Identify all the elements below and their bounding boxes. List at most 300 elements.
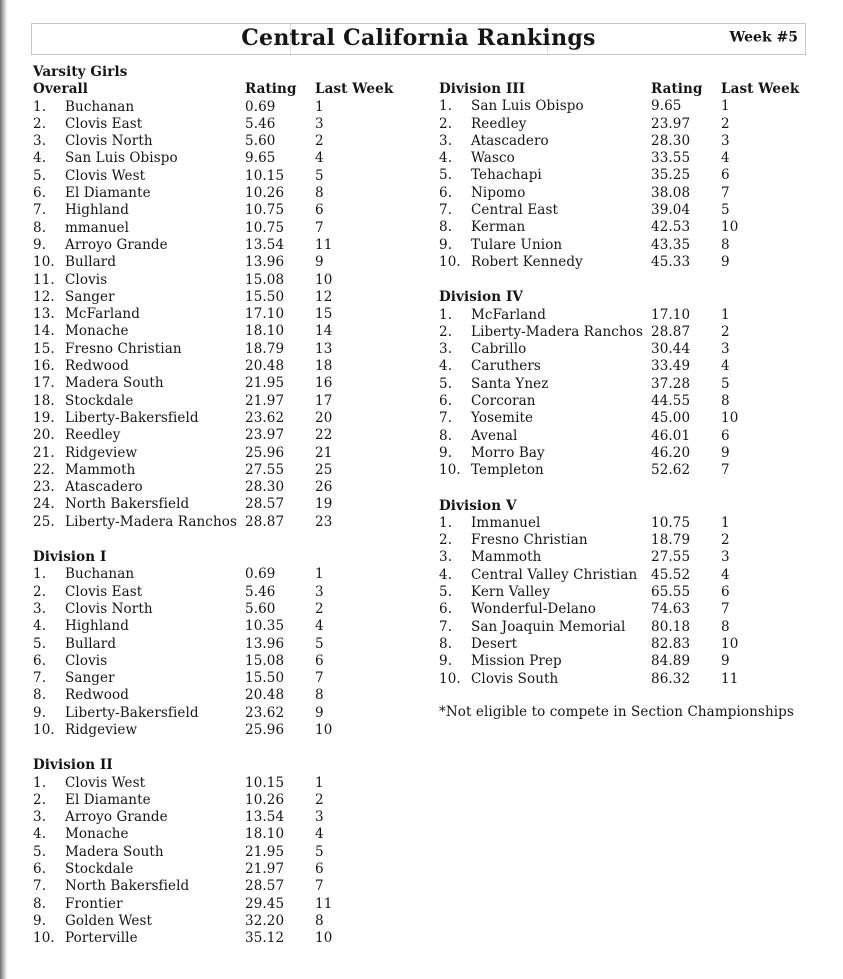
rank-cell: 10. bbox=[33, 721, 55, 738]
rating-cell: 25.96 bbox=[245, 721, 285, 738]
rank-cell: 6. bbox=[439, 393, 453, 410]
rating-cell: 27.55 bbox=[651, 549, 691, 566]
rank-cell: 8. bbox=[33, 895, 47, 912]
right-column-sections bbox=[439, 81, 811, 688]
ranking-row bbox=[439, 133, 811, 150]
rank-cell: 2. bbox=[439, 323, 453, 340]
rank-cell: 22. bbox=[33, 461, 55, 478]
team-cell: Central Valley Christian bbox=[471, 566, 638, 583]
last-week-cell: 4 bbox=[721, 358, 730, 375]
last-week-cell: 6 bbox=[315, 652, 324, 669]
rank-cell: 7. bbox=[439, 410, 453, 427]
last-week-cell: 7 bbox=[721, 462, 730, 479]
team-cell: Santa Ynez bbox=[471, 375, 549, 392]
rank-cell: 1. bbox=[439, 98, 453, 115]
last-week-cell: 10 bbox=[721, 219, 739, 236]
rank-cell: 4. bbox=[33, 826, 47, 843]
rating-cell: 10.15 bbox=[245, 167, 285, 184]
last-week-cell: 19 bbox=[315, 496, 333, 513]
team-cell: Redwood bbox=[65, 687, 129, 704]
rank-cell: 7. bbox=[439, 618, 453, 635]
rank-cell: 20. bbox=[33, 427, 55, 444]
rating-cell: 17.10 bbox=[245, 306, 285, 323]
rating-column-header: Rating bbox=[651, 81, 703, 97]
ranking-row bbox=[33, 99, 405, 116]
rating-cell: 10.75 bbox=[651, 514, 691, 531]
last-week-cell: 3 bbox=[721, 341, 730, 358]
ranking-row bbox=[439, 254, 811, 271]
ranking-row bbox=[439, 445, 811, 462]
rank-cell: 6. bbox=[33, 652, 47, 669]
section-header-row bbox=[439, 81, 811, 98]
ranking-row bbox=[33, 237, 405, 254]
last-week-cell: 9 bbox=[315, 704, 324, 721]
last-week-cell: 11 bbox=[315, 236, 333, 253]
team-cell: Golden West bbox=[65, 912, 153, 929]
rating-cell: 37.28 bbox=[651, 375, 691, 392]
team-cell: Madera South bbox=[65, 375, 164, 392]
ranking-row bbox=[33, 775, 405, 792]
last-week-cell: 10 bbox=[721, 410, 739, 427]
last-week-cell: 25 bbox=[315, 461, 333, 478]
rating-cell: 18.79 bbox=[651, 532, 691, 549]
last-week-cell: 3 bbox=[315, 583, 324, 600]
rating-cell: 28.87 bbox=[245, 513, 285, 530]
team-cell: Clovis East bbox=[65, 115, 143, 132]
rank-cell: 8. bbox=[439, 635, 453, 652]
ranking-row bbox=[439, 532, 811, 549]
ranking-row bbox=[439, 584, 811, 601]
rank-cell: 3. bbox=[33, 600, 47, 617]
last-week-cell: 10 bbox=[721, 635, 739, 652]
team-cell: El Diamante bbox=[65, 185, 151, 202]
rank-cell: 1. bbox=[439, 306, 453, 323]
rating-cell: 28.57 bbox=[245, 496, 285, 513]
ranking-row bbox=[33, 427, 405, 444]
team-cell: Mammoth bbox=[65, 461, 136, 478]
ranking-row bbox=[33, 809, 405, 826]
rating-cell: 27.55 bbox=[245, 461, 285, 478]
rating-cell: 0.69 bbox=[245, 98, 276, 115]
last-week-cell: 15 bbox=[315, 306, 333, 323]
team-cell: Immanuel bbox=[471, 514, 541, 531]
team-cell: Arroyo Grande bbox=[65, 809, 168, 826]
rank-cell: 4. bbox=[439, 358, 453, 375]
rating-cell: 33.49 bbox=[651, 358, 691, 375]
team-cell: Stockdale bbox=[65, 861, 134, 878]
last-week-cell: 9 bbox=[721, 444, 730, 461]
team-cell: Kern Valley bbox=[471, 584, 551, 601]
ranking-row bbox=[33, 584, 405, 601]
team-cell: Bullard bbox=[65, 635, 117, 652]
rating-cell: 33.55 bbox=[651, 150, 691, 167]
rating-cell: 23.97 bbox=[245, 427, 285, 444]
ranking-row bbox=[33, 254, 405, 271]
team-cell: San Luis Obispo bbox=[471, 98, 584, 115]
rank-cell: 8. bbox=[439, 219, 453, 236]
ranking-row bbox=[33, 323, 405, 340]
rating-cell: 44.55 bbox=[651, 393, 691, 410]
team-cell: Liberty-Bakersfield bbox=[65, 704, 199, 721]
rating-cell: 82.83 bbox=[651, 635, 691, 652]
team-cell: Nipomo bbox=[471, 184, 526, 201]
ranking-row bbox=[33, 566, 405, 583]
team-cell: Liberty-Madera Ranchos bbox=[65, 513, 238, 530]
rating-cell: 65.55 bbox=[651, 584, 691, 601]
rating-cell: 10.26 bbox=[245, 185, 285, 202]
rank-cell: 3. bbox=[33, 809, 47, 826]
team-cell: McFarland bbox=[65, 306, 140, 323]
last-week-cell: 9 bbox=[315, 254, 324, 271]
ranking-row bbox=[33, 514, 405, 531]
last-week-cell: 4 bbox=[721, 150, 730, 167]
ranking-row bbox=[439, 653, 811, 670]
ranking-row bbox=[33, 896, 405, 913]
last-week-cell: 4 bbox=[721, 566, 730, 583]
ranking-row bbox=[33, 618, 405, 635]
team-cell: McFarland bbox=[471, 306, 546, 323]
ranking-row bbox=[33, 496, 405, 513]
ranking-row bbox=[439, 219, 811, 236]
rating-cell: 13.54 bbox=[245, 236, 285, 253]
ranking-row bbox=[439, 237, 811, 254]
team-cell: Cabrillo bbox=[471, 341, 527, 358]
team-cell: Stockdale bbox=[65, 392, 134, 409]
last-week-cell: 1 bbox=[721, 514, 730, 531]
section-header-row bbox=[439, 289, 811, 306]
last-week-cell: 13 bbox=[315, 340, 333, 357]
rating-cell: 5.46 bbox=[245, 583, 276, 600]
section-heading: Division III bbox=[439, 81, 526, 97]
team-cell: Robert Kennedy bbox=[471, 253, 583, 270]
rating-cell: 5.46 bbox=[245, 115, 276, 132]
rating-cell: 35.25 bbox=[651, 167, 691, 184]
team-cell: El Diamante bbox=[65, 791, 151, 808]
rank-cell: 1. bbox=[33, 774, 47, 791]
team-cell: Yosemite bbox=[471, 410, 534, 427]
rank-cell: 4. bbox=[33, 618, 47, 635]
rating-cell: 21.97 bbox=[245, 392, 285, 409]
last-week-cell: 2 bbox=[721, 323, 730, 340]
rating-cell: 13.96 bbox=[245, 254, 285, 271]
rank-cell: 2. bbox=[439, 115, 453, 132]
ranking-row bbox=[33, 168, 405, 185]
ranking-row bbox=[439, 167, 811, 184]
ranking-row bbox=[33, 150, 405, 167]
section-header-row bbox=[33, 81, 405, 98]
team-cell: Morro Bay bbox=[471, 444, 545, 461]
rating-column-header bbox=[245, 757, 315, 774]
last-week-column-header: Last Week bbox=[721, 81, 800, 97]
rating-cell: 10.35 bbox=[245, 618, 285, 635]
last-week-cell: 2 bbox=[721, 115, 730, 132]
rating-cell: 28.30 bbox=[651, 132, 691, 149]
rating-cell: 86.32 bbox=[651, 670, 691, 687]
rating-cell: 5.60 bbox=[245, 133, 276, 150]
ranking-row bbox=[33, 913, 405, 930]
rating-cell: 29.45 bbox=[245, 895, 285, 912]
ranking-section bbox=[33, 757, 405, 947]
ranking-row bbox=[33, 445, 405, 462]
ranking-row bbox=[33, 185, 405, 202]
rating-cell: 23.62 bbox=[245, 704, 285, 721]
rating-column-header: Rating bbox=[245, 81, 297, 98]
rating-cell: 28.57 bbox=[245, 878, 285, 895]
rating-cell: 21.95 bbox=[245, 843, 285, 860]
last-week-cell: 8 bbox=[721, 393, 730, 410]
team-cell: Tehachapi bbox=[471, 167, 542, 184]
rating-column-header bbox=[651, 498, 721, 515]
rank-cell: 7. bbox=[33, 202, 47, 219]
rank-cell: 9. bbox=[33, 236, 47, 253]
ranking-row bbox=[439, 671, 811, 688]
team-cell: Clovis East bbox=[65, 583, 143, 600]
rank-cell: 5. bbox=[33, 635, 47, 652]
rank-cell: 9. bbox=[439, 444, 453, 461]
rank-cell: 23. bbox=[33, 479, 55, 496]
last-week-column-header bbox=[315, 549, 405, 566]
rank-cell: 3. bbox=[439, 132, 453, 149]
rating-cell: 45.00 bbox=[651, 410, 691, 427]
ranking-row bbox=[33, 462, 405, 479]
team-cell: Clovis North bbox=[65, 133, 153, 150]
team-cell: Arroyo Grande bbox=[65, 236, 168, 253]
last-week-cell: 2 bbox=[721, 532, 730, 549]
ranking-row bbox=[439, 410, 811, 427]
last-week-cell: 3 bbox=[721, 132, 730, 149]
rank-cell: 11. bbox=[33, 271, 55, 288]
last-week-cell: 6 bbox=[315, 202, 324, 219]
rating-cell: 18.10 bbox=[245, 323, 285, 340]
rank-cell: 10. bbox=[33, 930, 55, 947]
team-cell: Mammoth bbox=[471, 549, 542, 566]
last-week-cell: 10 bbox=[315, 271, 333, 288]
ranking-rows bbox=[33, 99, 405, 531]
rating-cell: 45.52 bbox=[651, 566, 691, 583]
team-cell: Avenal bbox=[471, 427, 518, 444]
ranking-row bbox=[439, 393, 811, 410]
ranking-row bbox=[33, 687, 405, 704]
footnote: *Not eligible to compete in Section Championships bbox=[439, 703, 794, 720]
rank-cell: 7. bbox=[33, 670, 47, 687]
team-cell: Wonderful-Delano bbox=[471, 601, 597, 618]
team-cell: Clovis South bbox=[471, 670, 559, 687]
last-week-cell: 21 bbox=[315, 444, 333, 461]
rank-cell: 8. bbox=[439, 427, 453, 444]
rating-cell: 18.79 bbox=[245, 340, 285, 357]
last-week-cell: 5 bbox=[721, 375, 730, 392]
subtitle-varsity-girls: Varsity Girls bbox=[33, 64, 128, 80]
team-cell: Madera South bbox=[65, 843, 164, 860]
header-bar bbox=[31, 23, 806, 55]
ranking-row bbox=[439, 358, 811, 375]
team-cell: Corcoran bbox=[471, 393, 536, 410]
rating-cell: 45.33 bbox=[651, 253, 691, 270]
ranking-row bbox=[33, 930, 405, 947]
last-week-cell: 3 bbox=[315, 115, 324, 132]
rating-cell: 15.50 bbox=[245, 670, 285, 687]
rank-cell: 10. bbox=[439, 253, 461, 270]
rank-cell: 14. bbox=[33, 323, 55, 340]
team-cell: Ridgeview bbox=[65, 444, 138, 461]
rating-cell: 18.10 bbox=[245, 826, 285, 843]
team-cell: Central East bbox=[471, 202, 559, 219]
team-cell: Fresno Christian bbox=[65, 340, 182, 357]
ranking-row bbox=[439, 619, 811, 636]
last-week-cell: 6 bbox=[721, 427, 730, 444]
rating-cell: 23.97 bbox=[651, 115, 691, 132]
rank-cell: 15. bbox=[33, 340, 55, 357]
team-cell: Sanger bbox=[65, 288, 115, 305]
ranking-row bbox=[439, 150, 811, 167]
team-cell: Fresno Christian bbox=[471, 532, 588, 549]
window-left-edge bbox=[0, 0, 8, 979]
rank-cell: 3. bbox=[439, 341, 453, 358]
rank-cell: 4. bbox=[439, 150, 453, 167]
rank-cell: 10. bbox=[33, 254, 55, 271]
ranking-row bbox=[33, 358, 405, 375]
ranking-row bbox=[439, 98, 811, 115]
team-cell: Atascadero bbox=[65, 479, 143, 496]
rank-cell: 1. bbox=[33, 566, 47, 583]
last-week-cell: 5 bbox=[315, 843, 324, 860]
rating-cell: 32.20 bbox=[245, 912, 285, 929]
last-week-cell: 2 bbox=[315, 600, 324, 617]
last-week-cell: 11 bbox=[315, 895, 333, 912]
rank-cell: 10. bbox=[439, 670, 461, 687]
rank-cell: 7. bbox=[439, 202, 453, 219]
last-week-cell: 20 bbox=[315, 409, 333, 426]
last-week-cell: 5 bbox=[315, 635, 324, 652]
last-week-cell: 3 bbox=[315, 809, 324, 826]
team-cell: Desert bbox=[471, 635, 518, 652]
rank-cell: 3. bbox=[439, 549, 453, 566]
last-week-column-header bbox=[315, 757, 405, 774]
team-cell: Liberty-Madera Ranchos bbox=[471, 323, 644, 340]
rating-cell: 15.08 bbox=[245, 271, 285, 288]
last-week-cell: 11 bbox=[721, 670, 739, 687]
last-week-cell: 7 bbox=[315, 219, 324, 236]
ranking-section bbox=[439, 498, 811, 688]
last-week-cell: 2 bbox=[315, 133, 324, 150]
ranking-row bbox=[33, 670, 405, 687]
last-week-cell: 4 bbox=[315, 150, 324, 167]
ranking-row bbox=[439, 549, 811, 566]
last-week-cell: 8 bbox=[315, 912, 324, 929]
ranking-row bbox=[33, 116, 405, 133]
team-cell: Caruthers bbox=[471, 358, 541, 375]
team-cell: mmanuel bbox=[65, 219, 130, 236]
rank-cell: 1. bbox=[439, 514, 453, 531]
rank-cell: 5. bbox=[33, 167, 47, 184]
rank-cell: 2. bbox=[439, 532, 453, 549]
team-cell: Clovis North bbox=[65, 600, 153, 617]
ranking-row bbox=[33, 410, 405, 427]
rating-cell: 15.08 bbox=[245, 652, 285, 669]
team-cell: Clovis bbox=[65, 652, 108, 669]
rank-cell: 24. bbox=[33, 496, 55, 513]
rank-cell: 2. bbox=[33, 115, 47, 132]
rating-cell: 25.96 bbox=[245, 444, 285, 461]
team-cell: San Joaquin Memorial bbox=[471, 618, 626, 635]
ranking-row bbox=[33, 306, 405, 323]
last-week-cell: 7 bbox=[721, 601, 730, 618]
last-week-cell: 6 bbox=[721, 167, 730, 184]
rank-cell: 8. bbox=[33, 219, 47, 236]
ranking-row bbox=[439, 202, 811, 219]
rating-cell: 13.54 bbox=[245, 809, 285, 826]
rating-cell: 23.62 bbox=[245, 409, 285, 426]
rank-cell: 17. bbox=[33, 375, 55, 392]
rating-cell: 43.35 bbox=[651, 236, 691, 253]
rating-cell: 84.89 bbox=[651, 653, 691, 670]
ranking-row bbox=[33, 861, 405, 878]
ranking-row bbox=[439, 116, 811, 133]
last-week-cell: 4 bbox=[315, 826, 324, 843]
ranking-row bbox=[33, 341, 405, 358]
rank-cell: 6. bbox=[439, 184, 453, 201]
section-heading: Overall bbox=[33, 81, 89, 98]
last-week-cell: 1 bbox=[721, 306, 730, 323]
team-cell: Kerman bbox=[471, 219, 526, 236]
ranking-section bbox=[439, 289, 811, 479]
last-week-cell: 23 bbox=[315, 513, 333, 530]
team-cell: San Luis Obispo bbox=[65, 150, 178, 167]
ranking-section bbox=[33, 549, 405, 739]
rank-cell: 25. bbox=[33, 513, 55, 530]
ranking-row bbox=[33, 601, 405, 618]
ranking-row bbox=[33, 792, 405, 809]
rating-cell: 10.75 bbox=[245, 202, 285, 219]
last-week-cell: 10 bbox=[315, 721, 333, 738]
ranking-rows bbox=[439, 98, 811, 271]
rating-cell: 42.53 bbox=[651, 219, 691, 236]
rating-cell: 28.87 bbox=[651, 323, 691, 340]
last-week-cell: 18 bbox=[315, 358, 333, 375]
last-week-cell: 14 bbox=[315, 323, 333, 340]
ranking-row bbox=[33, 653, 405, 670]
ranking-rows bbox=[439, 515, 811, 688]
ranking-section bbox=[33, 81, 405, 531]
ranking-row bbox=[33, 826, 405, 843]
ranking-row bbox=[33, 722, 405, 739]
ranking-row bbox=[33, 375, 405, 392]
ranking-row bbox=[439, 462, 811, 479]
rating-cell: 10.75 bbox=[245, 219, 285, 236]
rank-cell: 16. bbox=[33, 358, 55, 375]
section-heading: Division IV bbox=[439, 289, 523, 306]
last-week-cell: 8 bbox=[315, 185, 324, 202]
rating-cell: 21.95 bbox=[245, 375, 285, 392]
last-week-cell: 8 bbox=[315, 687, 324, 704]
team-cell: North Bakersfield bbox=[65, 878, 190, 895]
ranking-row bbox=[439, 185, 811, 202]
team-cell: Sanger bbox=[65, 670, 115, 687]
team-cell: Buchanan bbox=[65, 98, 135, 115]
ranking-section bbox=[439, 81, 811, 271]
rating-cell: 20.48 bbox=[245, 687, 285, 704]
rank-cell: 8. bbox=[33, 687, 47, 704]
last-week-cell: 3 bbox=[721, 549, 730, 566]
ranking-row bbox=[33, 479, 405, 496]
last-week-cell: 5 bbox=[721, 202, 730, 219]
rating-cell: 10.15 bbox=[245, 774, 285, 791]
section-heading: Division V bbox=[439, 497, 517, 514]
ranking-row bbox=[33, 220, 405, 237]
ranking-row bbox=[439, 601, 811, 618]
rating-cell: 46.01 bbox=[651, 427, 691, 444]
rating-cell: 13.96 bbox=[245, 635, 285, 652]
